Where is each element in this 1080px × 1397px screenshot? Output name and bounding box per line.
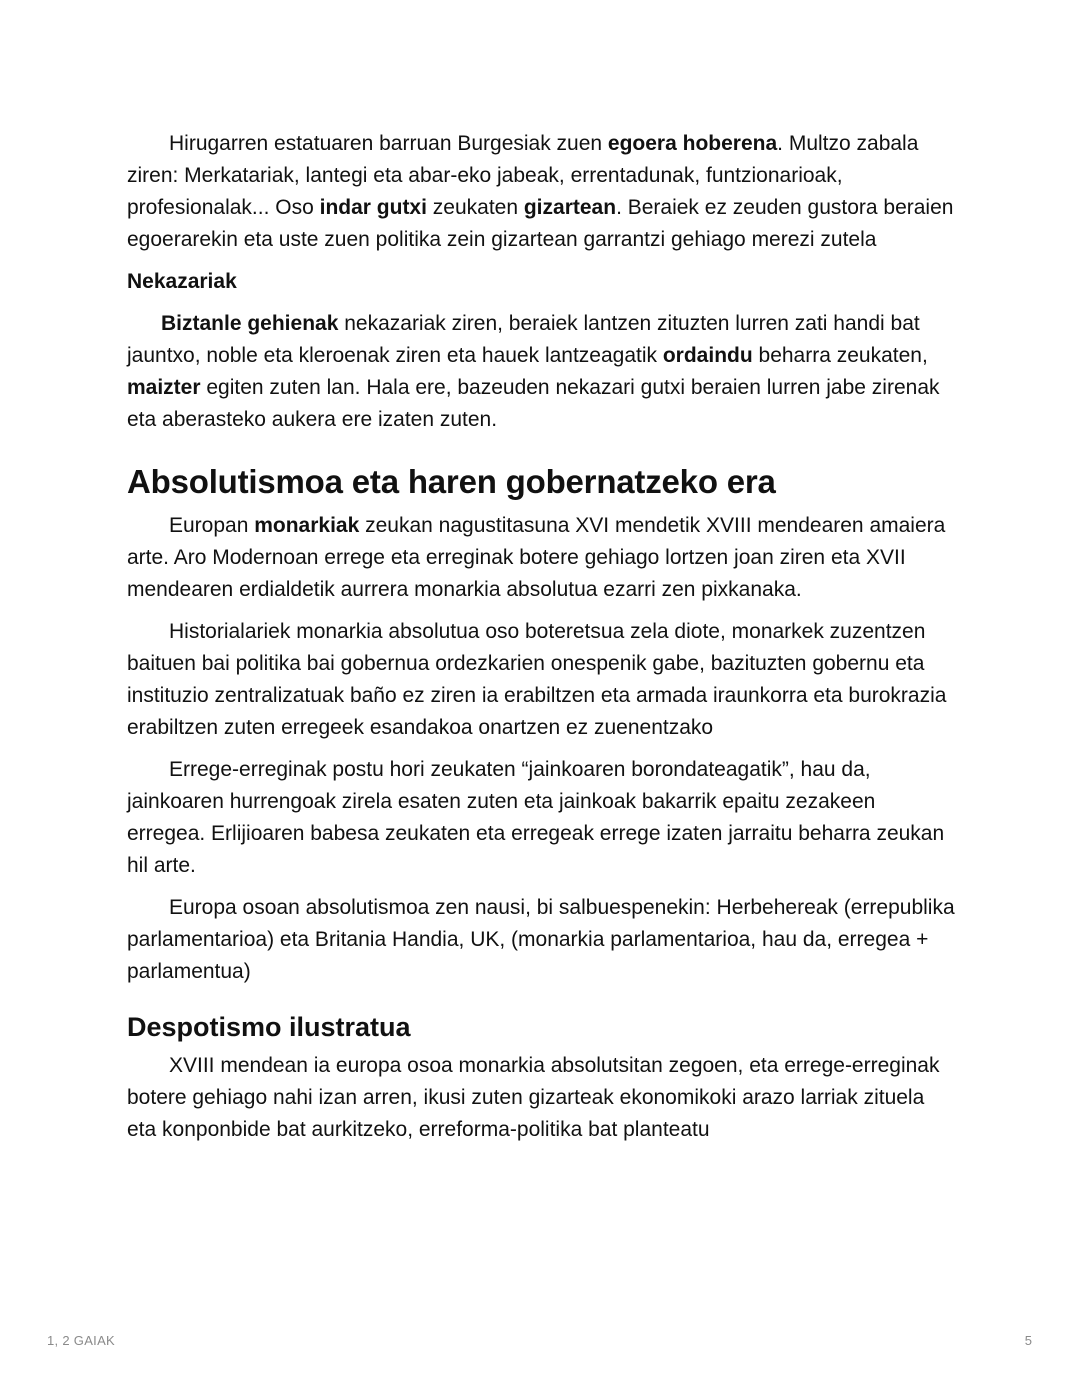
paragraph-burgesia	[127, 128, 957, 256]
heading-nekazariak: Nekazariak	[127, 270, 237, 293]
text-run: . Beraiek ez zeuden gustora beraien egoerarekin eta uste zuen politika zein gizartean garrantzi gehiago merezi zutela	[127, 196, 954, 251]
bold-run: monarkiak	[254, 514, 360, 537]
text-run: . Multzo zabala ziren: Merkatariak, lantegi eta abar-eko jabeak, errentadunak, funtzionarioak, profesionalak... Oso	[127, 132, 919, 219]
footer-page-number: 5	[1024, 1333, 1032, 1348]
text-run: Hirugarren estatuaren barruan Burgesiak zuen	[169, 132, 608, 155]
text-run: beharra zeukaten,	[752, 344, 928, 367]
bold-run: Biztanle gehienak	[161, 312, 339, 335]
heading-despotismo: Despotismo ilustratua	[127, 1012, 411, 1042]
text-run: zeukaten	[426, 196, 524, 219]
paragraph-monarkia	[127, 510, 957, 606]
text-run: egiten zuten lan. Hala ere, bazeuden nekazari gutxi beraien lurren jabe zirenak eta aberasteko aukera ere izaten zuten.	[127, 376, 940, 431]
paragraph-nekazariak	[127, 308, 957, 436]
text-run: Europan	[169, 514, 255, 537]
bold-run: egoera hoberena	[607, 132, 778, 155]
document-body	[127, 128, 957, 1156]
bold-run: gizartean	[523, 196, 617, 219]
bold-run: ordaindu	[662, 344, 753, 367]
bold-run: indar gutxi	[319, 196, 427, 219]
paragraph-errege-erreginak: Errege-erreginak postu hori zeukaten “jainkoaren borondateagatik”, hau da, jainkoaren hurrengoak zirela esaten zuten eta jainkoak bakarrik epaitu zezakeen erregea. Erlijioaren babesa zeukaten eta erregeak errege izaten jarraitu beharra zeukan hil arte.	[127, 758, 945, 877]
paragraph-historialariek: Historialariek monarkia absolutua oso boteretsua zela diote, monarkek zuzentzen baituen bai politika bai gobernua ordezkarien onespenik gabe, bazituzten gobernu eta instituzio zentralizatuak baño ez ziren ia erabiltzen eta armada iraunkorra eta burokrazia erabiltzen zuten erregeek esandakoa onartzen ez zuenentzako	[127, 620, 947, 739]
paragraph-xviii-mendean: XVIII mendean ia europa osoa monarkia absolutsitan zegoen, eta errege-erreginak botere gehiago nahi izan arren, ikusi zuten gizarteak ekonomikoki arazo larriak zituela eta konponbide bat aurkitzeko, erreforma-politika bat planteatu	[127, 1054, 940, 1141]
paragraph-europa-osoan: Europa osoan absolutismoa zen nausi, bi salbuespenekin: Herbehereak (errepublika parlamentarioa) eta Britania Handia, UK, (monarkia parlamentarioa, hau da, erregea + parlamentua)	[127, 896, 955, 983]
footer-section-label: 1, 2 GAIAK	[47, 1333, 116, 1348]
heading-absolutismoa: Absolutismoa eta haren gobernatzeko era	[127, 463, 776, 500]
bold-run: maizter	[127, 376, 201, 399]
text-run: zeukan nagustitasuna XVI mendetik XVIII mendearen amaiera arte. Aro Modernoan errege eta erreginak botere gehiago lortzen joan ziren eta XVII mendearen erdialdetik aurrera monarkia absolutua ezarri zen pixkanaka.	[127, 514, 946, 601]
text-run: nekazariak ziren, beraiek lantzen zituzten lurren zati handi bat jauntxo, noble eta kleroenak ziren eta hauek lantzeagatik	[127, 312, 920, 367]
